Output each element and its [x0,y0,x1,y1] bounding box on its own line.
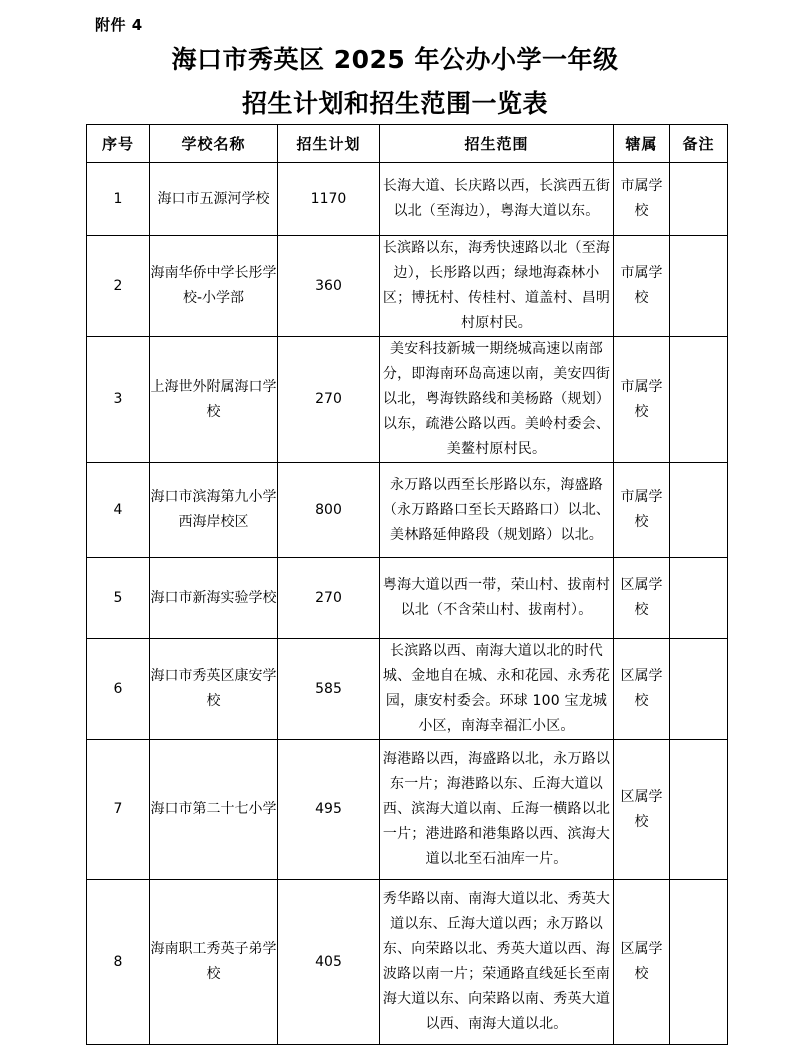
row-number: 8 [87,880,150,1045]
enrollment-table [86,124,728,1045]
enrollment-range: 海港路以西，海盛路以北，永万路以东一片；海港路以东、丘海大道以西、滨海大道以南、丘海一横路以北一片；港进路和港集路以西、滨海大道以北至石油库一片。 [380,740,614,880]
affiliation: 市属学校 [614,236,670,337]
school-name: 海口市秀英区康安学校 [150,639,278,740]
enrollment-plan: 585 [278,639,380,740]
attachment-label: 附件 4 [95,16,143,34]
affiliation: 市属学校 [614,463,670,558]
document-title-line-2: 招生计划和招生范围一览表 [241,89,548,118]
school-name: 海口市滨海第九小学西海岸校区 [150,463,278,558]
remarks [670,463,728,558]
affiliation: 区属学校 [614,740,670,880]
header-range: 招生范围 [380,125,614,163]
school-name: 海口市五源河学校 [150,163,278,236]
document-title-line-1: 海口市秀英区 2025 年公办小学一年级 [171,45,619,74]
enrollment-range: 长滨路以西、南海大道以北的时代城、金地自在城、永和花园、永秀花园，康安村委会。环球 100 宝龙城小区，南海幸福汇小区。 [380,639,614,740]
header-affiliation: 辖属 [614,125,670,163]
school-name: 海南职工秀英子弟学校 [150,880,278,1045]
enrollment-plan: 495 [278,740,380,880]
school-name: 海口市第二十七小学 [150,740,278,880]
row-number: 4 [87,463,150,558]
enrollment-range: 永万路以西至长彤路以东，海盛路（永万路路口至长天路路口）以北、美林路延伸路段（规划路）以北。 [380,463,614,558]
header-remarks: 备注 [670,125,728,163]
school-name: 上海世外附属海口学校 [150,337,278,463]
affiliation: 市属学校 [614,163,670,236]
row-number: 5 [87,558,150,639]
enrollment-plan: 270 [278,337,380,463]
remarks [670,880,728,1045]
header-school: 学校名称 [150,125,278,163]
enrollment-range: 长滨路以东，海秀快速路以北（至海边），长彤路以西；绿地海森林小区；博抚村、传桂村、道盖村、昌明村原村民。 [380,236,614,337]
table-row [87,639,728,740]
enrollment-range: 粤海大道以西一带，荣山村、拔南村以北（不含荣山村、拔南村）。 [380,558,614,639]
row-number: 3 [87,337,150,463]
enrollment-range: 长海大道、长庆路以西，长滨西五街以北（至海边），粤海大道以东。 [380,163,614,236]
enrollment-plan: 800 [278,463,380,558]
remarks [670,639,728,740]
row-number: 7 [87,740,150,880]
row-number: 1 [87,163,150,236]
remarks [670,740,728,880]
enrollment-plan: 405 [278,880,380,1045]
enrollment-plan: 270 [278,558,380,639]
affiliation: 区属学校 [614,558,670,639]
table-header-row [87,125,728,163]
enrollment-plan: 360 [278,236,380,337]
table-row [87,740,728,880]
remarks [670,337,728,463]
header-plan: 招生计划 [278,125,380,163]
header-no: 序号 [87,125,150,163]
enrollment-plan: 1170 [278,163,380,236]
school-name: 海南华侨中学长彤学校-小学部 [150,236,278,337]
remarks [670,236,728,337]
row-number: 6 [87,639,150,740]
table-row [87,558,728,639]
table-row [87,236,728,337]
enrollment-range: 秀华路以南、南海大道以北、秀英大道以东、丘海大道以西；永万路以东、向荣路以北、秀英大道以西、海波路以南一片；荣通路直线延长至南海大道以东、向荣路以南、秀英大道以西、南海大道以北。 [380,880,614,1045]
remarks [670,558,728,639]
school-name: 海口市新海实验学校 [150,558,278,639]
remarks [670,163,728,236]
table-row [87,337,728,463]
enrollment-range: 美安科技新城一期绕城高速以南部分，即海南环岛高速以南，美安四街以北，粤海铁路线和美杨路（规划）以东，疏港公路以西。美岭村委会、美鳌村原村民。 [380,337,614,463]
table-row [87,463,728,558]
table-row [87,880,728,1045]
row-number: 2 [87,236,150,337]
table-row [87,163,728,236]
affiliation: 市属学校 [614,337,670,463]
affiliation: 区属学校 [614,880,670,1045]
affiliation: 区属学校 [614,639,670,740]
